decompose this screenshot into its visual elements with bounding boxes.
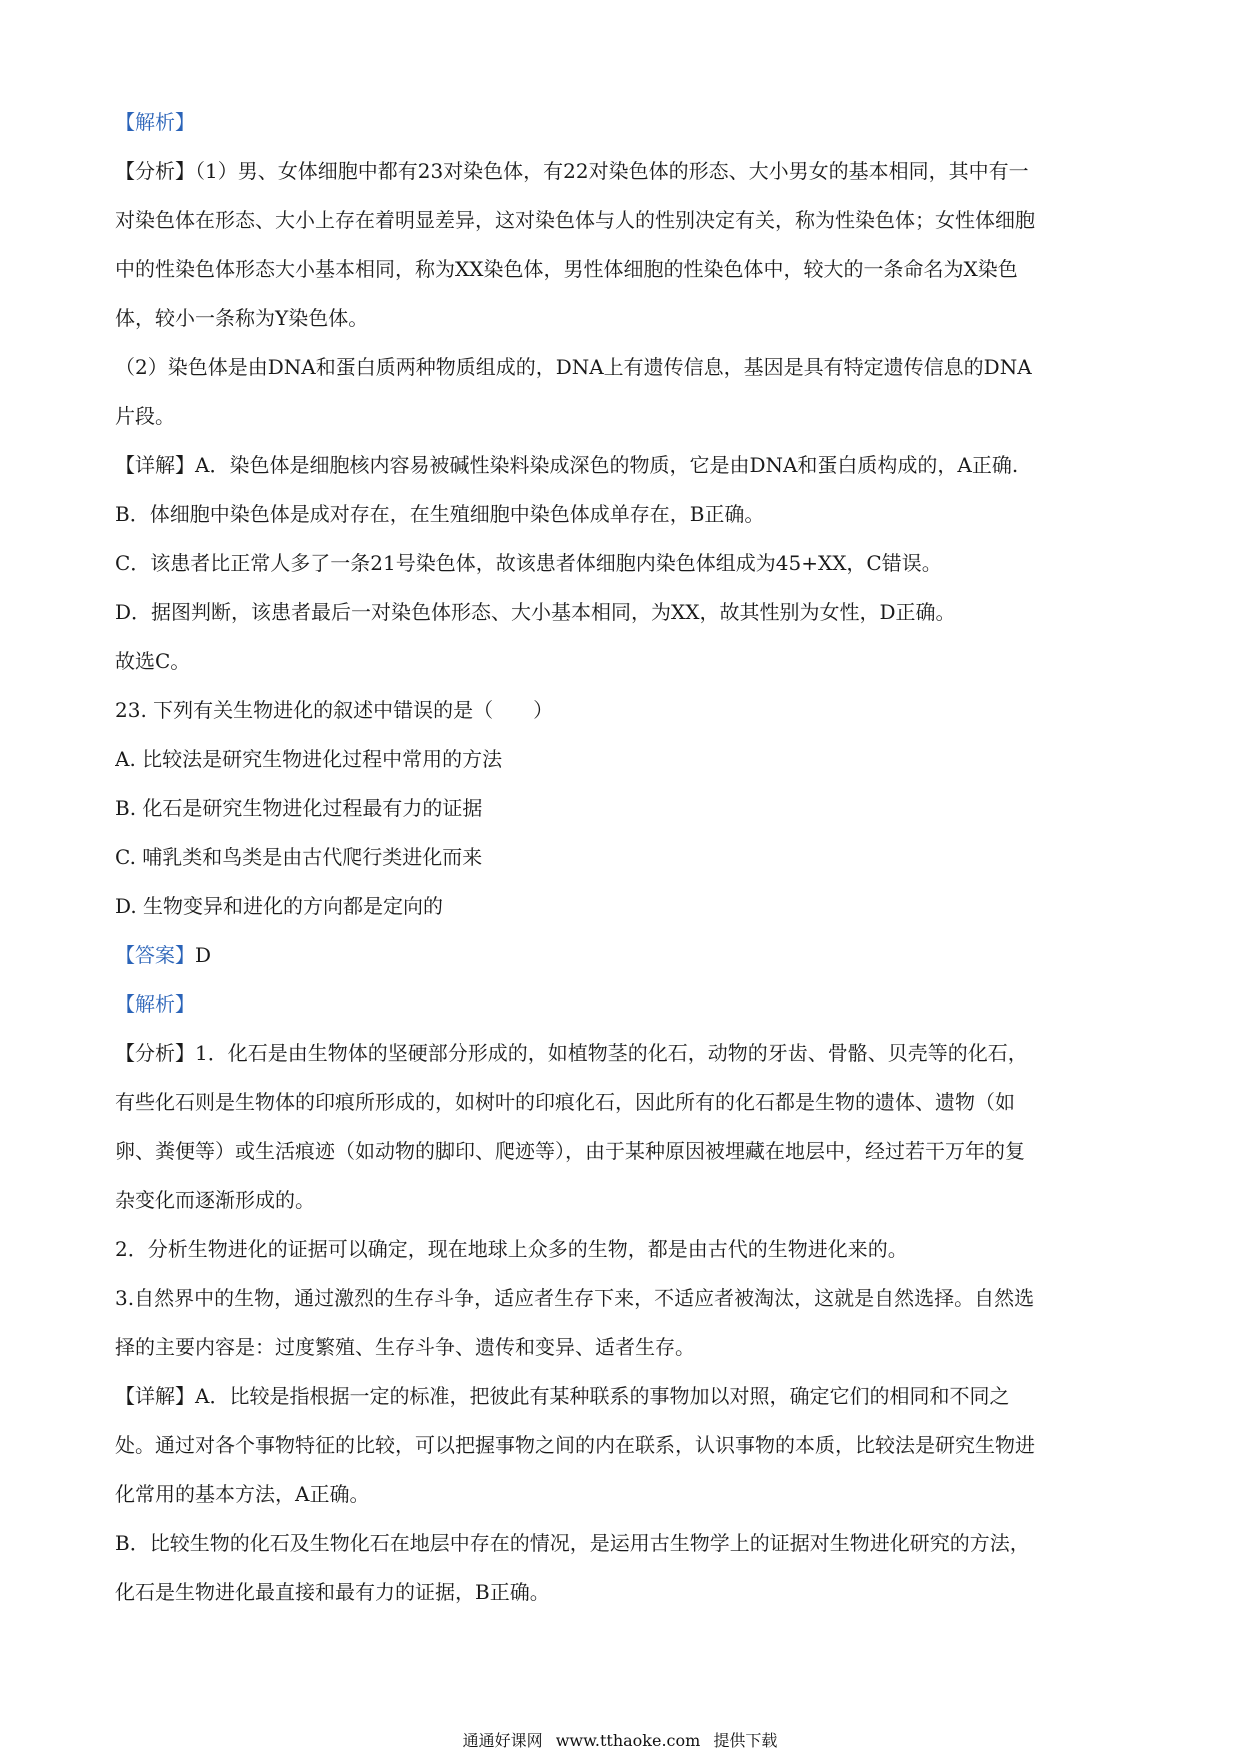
text-line <box>115 588 1130 637</box>
text-line <box>115 1127 1130 1176</box>
text-line <box>115 147 1130 196</box>
text-line <box>115 637 1130 686</box>
text-line <box>115 539 1130 588</box>
line-text: 体，较小一条称为Y染色体。 <box>115 306 369 330</box>
question-stem <box>115 686 1130 735</box>
line-text: 2．分析生物进化的证据可以确定，现在地球上众多的生物，都是由古代的生物进化来的。 <box>115 1237 908 1261</box>
text-line <box>115 1372 1130 1421</box>
line-text: B. 化石是研究生物进化过程最有力的证据 <box>115 796 483 820</box>
text-line <box>115 1568 1130 1617</box>
line-text: A. 比较法是研究生物进化过程中常用的方法 <box>115 747 503 771</box>
section-tag: 【解析】 <box>115 110 195 134</box>
line-text: （2）染色体是由DNA和蛋白质两种物质组成的，DNA上有遗传信息，基因是具有特定遗传信息的DNA <box>115 355 1032 379</box>
text-line <box>115 1029 1130 1078</box>
line-text: 片段。 <box>115 404 175 428</box>
text-line <box>115 1323 1130 1372</box>
line-text: D. 生物变异和进化的方向都是定向的 <box>115 894 444 918</box>
answer-line <box>115 931 1130 980</box>
text-line <box>115 490 1130 539</box>
text-line <box>115 392 1130 441</box>
answer-tag: 【答案】 <box>115 943 195 967</box>
line-text: 【详解】A．染色体是细胞核内容易被碱性染料染成深色的物质，它是由DNA和蛋白质构成的，A正确. <box>115 453 1019 477</box>
line-text: 【详解】A．比较是指根据一定的标准，把彼此有某种联系的事物加以对照，确定它们的相同和不同之 <box>115 1384 1010 1408</box>
line-text: B．比较生物的化石及生物化石在地层中存在的情况，是运用古生物学上的证据对生物进化研究的方法， <box>115 1531 1030 1555</box>
line-text: 故选C。 <box>115 649 191 673</box>
footer-suffix: 提供下载 <box>713 1731 778 1750</box>
section-tag: 【解析】 <box>115 992 195 1016</box>
line-text: 23. 下列有关生物进化的叙述中错误的是（ ） <box>115 698 554 722</box>
line-text: 【分析】（1）男、女体细胞中都有23对染色体，有22对染色体的形态、大小男女的基本相同，其中有一 <box>115 159 1029 183</box>
text-line <box>115 1470 1130 1519</box>
text-line <box>115 980 1130 1029</box>
text-line <box>115 1225 1130 1274</box>
page-footer <box>0 1728 1240 1751</box>
text-line <box>115 1274 1130 1323</box>
text-line <box>115 343 1130 392</box>
line-text: C．该患者比正常人多了一条21号染色体，故该患者体细胞内染色体组成为45+XX，C错误。 <box>115 551 942 575</box>
text-line <box>115 1519 1130 1568</box>
line-text: 对染色体在形态、大小上存在着明显差异，这对染色体与人的性别决定有关，称为性染色体；女性体细胞 <box>115 208 1035 232</box>
answer-value: D <box>195 943 212 967</box>
line-text: 杂变化而逐渐形成的。 <box>115 1188 315 1212</box>
line-text: 中的性染色体形态大小基本相同，称为XX染色体，男性体细胞的性染色体中，较大的一条命名为X染色 <box>115 257 1018 281</box>
option-d <box>115 882 1130 931</box>
text-line <box>115 1078 1130 1127</box>
line-text: 有些化石则是生物体的印痕所形成的，如树叶的印痕化石，因此所有的化石都是生物的遗体、遗物（如 <box>115 1090 1015 1114</box>
text-line <box>115 196 1130 245</box>
document-body <box>115 98 1130 1617</box>
option-a <box>115 735 1130 784</box>
text-line <box>115 294 1130 343</box>
line-text: 化石是生物进化最直接和最有力的证据，B正确。 <box>115 1580 550 1604</box>
text-line <box>115 245 1130 294</box>
footer-url[interactable]: www.tthaoke.com <box>555 1731 701 1750</box>
line-text: 择的主要内容是：过度繁殖、生存斗争、遗传和变异、适者生存。 <box>115 1335 695 1359</box>
line-text: 卵、粪便等）或生活痕迹（如动物的脚印、爬迹等），由于某种原因被埋藏在地层中，经过若干万年的复 <box>115 1139 1025 1163</box>
text-line <box>115 1421 1130 1470</box>
text-line <box>115 98 1130 147</box>
line-text: 化常用的基本方法，A正确。 <box>115 1482 370 1506</box>
option-b <box>115 784 1130 833</box>
line-text: 【分析】1．化石是由生物体的坚硬部分形成的，如植物茎的化石，动物的牙齿、骨骼、贝壳等的化石， <box>115 1041 1028 1065</box>
option-c <box>115 833 1130 882</box>
text-line <box>115 1176 1130 1225</box>
line-text: 处。通过对各个事物特征的比较，可以把握事物之间的内在联系，认识事物的本质，比较法是研究生物进 <box>115 1433 1035 1457</box>
footer-site-name: 通通好课网 <box>462 1731 543 1750</box>
line-text: B．体细胞中染色体是成对存在，在生殖细胞中染色体成单存在，B正确。 <box>115 502 765 526</box>
line-text: D．据图判断，该患者最后一对染色体形态、大小基本相同，为XX，故其性别为女性，D正确。 <box>115 600 956 624</box>
line-text: C. 哺乳类和鸟类是由古代爬行类进化而来 <box>115 845 483 869</box>
line-text: 3.自然界中的生物，通过激烈的生存斗争，适应者生存下来，不适应者被淘汰，这就是自然选择。自然选 <box>115 1286 1035 1310</box>
text-line <box>115 441 1130 490</box>
